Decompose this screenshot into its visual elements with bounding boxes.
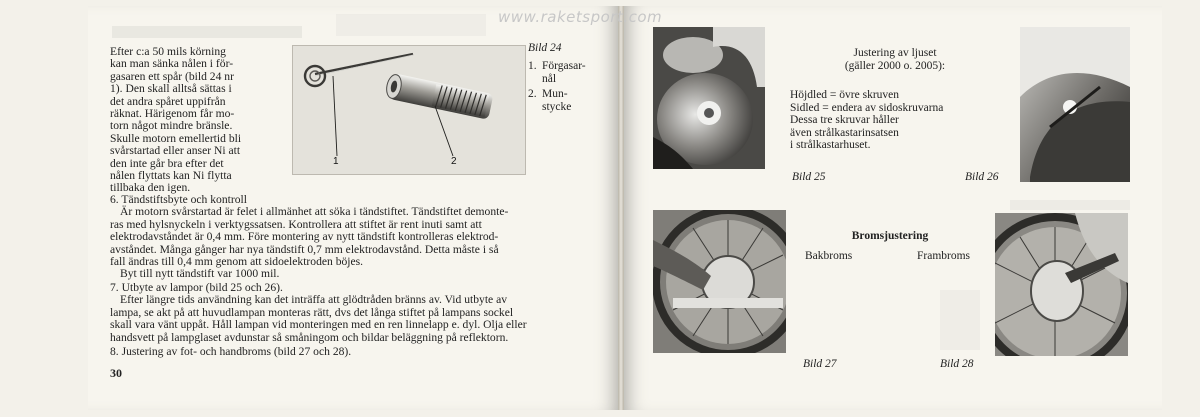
rear-brake-photo bbox=[653, 210, 786, 353]
legend-text: stycke bbox=[542, 100, 572, 113]
text-line: nålen flyttats kan Ni flytta bbox=[110, 169, 232, 183]
figure-28-caption: Bild 28 bbox=[940, 358, 974, 370]
text-line: Efter längre tids användning kan det inträffa att glödtråden bränns av. Vid utbyte av bbox=[120, 293, 508, 307]
text-line: i strålkastarhuset. bbox=[790, 139, 871, 152]
brake-adjustment-title: Bromsjustering bbox=[851, 230, 929, 242]
text-line: torn något mindre bränsle. bbox=[110, 119, 233, 133]
section-heading: 8. Justering av fot- och handbroms (bild 27 och 28). bbox=[110, 345, 352, 358]
text-line: skall vara vänt uppåt. Håll lampan vid monteringen med en ren linnelapp e. dyl. Olja eller bbox=[110, 318, 527, 332]
section-spark-plug bbox=[110, 194, 620, 281]
rear-lamp-photo bbox=[1020, 27, 1130, 182]
text-line: Efter c:a 50 mils körning bbox=[110, 45, 226, 58]
text-line: den inte går bra efter det bbox=[110, 156, 224, 170]
rear-brake-label: Bakbroms bbox=[805, 250, 853, 262]
text-line: det andra spåret uppifrån bbox=[110, 94, 226, 108]
callout-1: 1 bbox=[333, 156, 339, 167]
legend-text: nål bbox=[542, 72, 557, 85]
show-through-text bbox=[112, 26, 302, 38]
figure-24-caption: Bild 24 bbox=[528, 42, 562, 54]
front-brake-label: Frambroms bbox=[917, 250, 971, 262]
callout-2: 2 bbox=[451, 156, 457, 167]
figure-26-caption: Bild 26 bbox=[965, 171, 999, 183]
figure-27-caption: Bild 27 bbox=[803, 358, 837, 370]
headlamp-bulb-photo bbox=[653, 27, 765, 169]
figure-28-photo bbox=[995, 213, 1128, 356]
text-line: svårstartad eller anser Ni att bbox=[110, 144, 241, 158]
front-brake-photo bbox=[995, 213, 1128, 356]
figure-26-photo bbox=[1020, 27, 1130, 182]
text-line: handsvett på lampglaset avdunstar så småningom och bildar beläggning på reflektorn. bbox=[110, 330, 509, 344]
text-line: kan man sänka nålen i för- bbox=[110, 57, 234, 71]
text-line: gasaren ett spår (bild 24 nr bbox=[110, 69, 234, 83]
text-line: fall ändras till 0,4 mm genom att sidoelektroden böjes. bbox=[110, 255, 364, 269]
show-through-text bbox=[336, 14, 486, 36]
figure-25-photo bbox=[653, 27, 765, 169]
text-line: även strålkastarinsatsen bbox=[790, 126, 899, 139]
site-watermark: www.raketsport.com bbox=[498, 8, 663, 26]
headlight-adjustment-title bbox=[790, 47, 1000, 72]
section-heading: 6. Tändstiftsbyte och kontroll bbox=[110, 193, 247, 206]
text-line: Sidled = endera av sidoskruvarna bbox=[790, 101, 944, 114]
figure-25-caption: Bild 25 bbox=[792, 171, 826, 183]
section-subtitle: (gäller 2000 o. 2005): bbox=[844, 59, 946, 72]
figure-24-photo bbox=[292, 45, 526, 175]
legend-number: 1. bbox=[528, 60, 537, 72]
show-through-text bbox=[1010, 200, 1130, 210]
section-brake-adjustment bbox=[110, 346, 620, 358]
legend-text: Förgasar- bbox=[542, 60, 586, 72]
section-lamp-replacement bbox=[110, 282, 620, 344]
page-number: 30 bbox=[110, 366, 122, 380]
section-title: Justering av ljuset bbox=[853, 47, 937, 59]
figure-24-legend bbox=[528, 60, 608, 113]
carburettor-needle-illustration bbox=[293, 46, 525, 174]
text-line: räknat. Härigenom får mo- bbox=[110, 107, 235, 121]
text-line: Är motorn svårstartad är felet i allmänhet att söka i tändstiftet. Tändstiftet demonte- bbox=[120, 205, 509, 219]
text-line: elektrodavståndet är 0,4 mm. Före montering av nytt tändstift kontrolleras elektrod- bbox=[110, 230, 499, 244]
text-line: Dessa tre skruvar håller bbox=[790, 114, 899, 127]
text-line: Skulle motorn emellertid bli bbox=[110, 131, 242, 145]
headlight-adjustment-list bbox=[790, 89, 1000, 152]
text-line: Byt till nytt tändstift var 1000 mil. bbox=[120, 267, 280, 281]
text-line: Höjdled = övre skruven bbox=[790, 89, 900, 101]
text-line: tillbaka den igen. bbox=[110, 181, 191, 195]
figure-27-photo bbox=[653, 210, 786, 353]
legend-number: 2. bbox=[528, 88, 537, 100]
show-through-text bbox=[940, 290, 980, 350]
legend-text: Mun- bbox=[542, 88, 568, 100]
needle-adjustment-paragraph bbox=[110, 46, 292, 195]
legend-item bbox=[528, 88, 608, 113]
text-line: lampa, se akt på att huvudlampan monteras rätt, dvs det långa stiftet på lampans sockel bbox=[110, 305, 514, 319]
text-line: 1). Den skall alltså sättas i bbox=[110, 82, 232, 96]
legend-item bbox=[528, 60, 608, 85]
text-line: avståndet. Många gånger har nya tändstift 0,7 mm elektrodavstånd. Detta måste i så bbox=[110, 242, 499, 256]
section-heading: 7. Utbyte av lampor (bild 25 och 26). bbox=[110, 281, 283, 294]
text-line: ras med hylsnyckeln i verktygssatsen. Kontrollera att stiftet är rent inuti samt att bbox=[110, 217, 482, 231]
